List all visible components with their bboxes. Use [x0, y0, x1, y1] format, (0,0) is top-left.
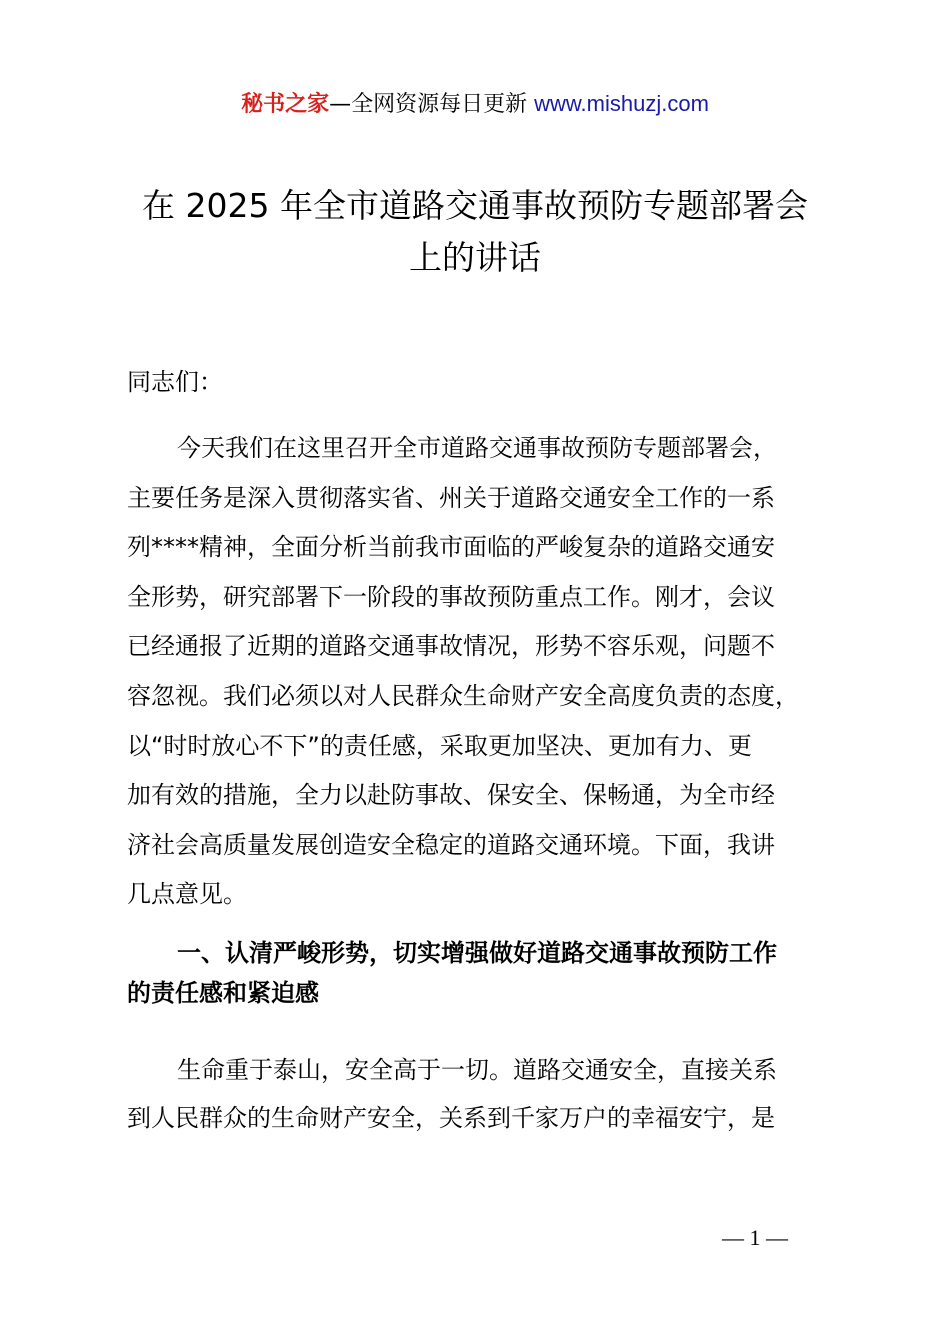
site-url[interactable]: www.mishuzj.com	[534, 91, 709, 116]
heading-line: 一、认清严峻形势，切实增强做好道路交通事故预防工作	[177, 939, 777, 967]
paragraph-line: 以“时时放心不下”的责任感，采取更加坚决、更加有力、更	[127, 731, 752, 760]
heading-line: 的责任感和紧迫感	[127, 979, 319, 1007]
paragraph-line: 全形势，研究部署下一阶段的事故预防重点工作。刚才，会议	[127, 582, 775, 611]
page-number: — 1 —	[722, 1225, 788, 1250]
paragraph-line: 几点意见。	[127, 880, 247, 909]
salutation: 同志们：	[127, 368, 223, 396]
paragraph-safety	[127, 1046, 837, 1142]
paragraph-line: 生命重于泰山，安全高于一切。道路交通安全，直接关系	[177, 1056, 777, 1084]
title-line-1: 在 2025 年全市道路交通事故预防专题部署会	[142, 186, 808, 225]
paragraph-line: 已经通报了近期的道路交通事故情况，形势不容乐观，问题不	[127, 632, 775, 661]
paragraph-line: 加有效的措施，全力以赴防事故、保安全、保畅通，为全市经	[127, 781, 775, 810]
site-brand: 秘书之家	[241, 92, 330, 117]
section-heading	[127, 933, 837, 1013]
paragraph-line: 今天我们在这里召开全市道路交通事故预防专题部署会，	[177, 434, 777, 462]
paragraph-line: 主要任务是深入贯彻落实省、州关于道路交通安全工作的一系	[127, 483, 775, 512]
paragraph-intro	[127, 424, 837, 920]
paragraph-line: 容忽视。我们必须以对人民群众生命财产安全高度负责的态度，	[127, 681, 799, 710]
document-title	[90, 180, 860, 284]
site-tagline: —全网资源每日更新	[329, 92, 535, 117]
site-header	[0, 86, 950, 123]
paragraph-line: 到人民群众的生命财产安全，关系到千家万户的幸福安宁，是	[127, 1104, 775, 1132]
title-line-2: 上的讲话	[409, 238, 541, 277]
paragraph-line: 列****精神，全面分析当前我市面临的严峻复杂的道路交通安	[127, 533, 775, 562]
paragraph-line: 济社会高质量发展创造安全稳定的道路交通环境。下面，我讲	[127, 830, 775, 859]
